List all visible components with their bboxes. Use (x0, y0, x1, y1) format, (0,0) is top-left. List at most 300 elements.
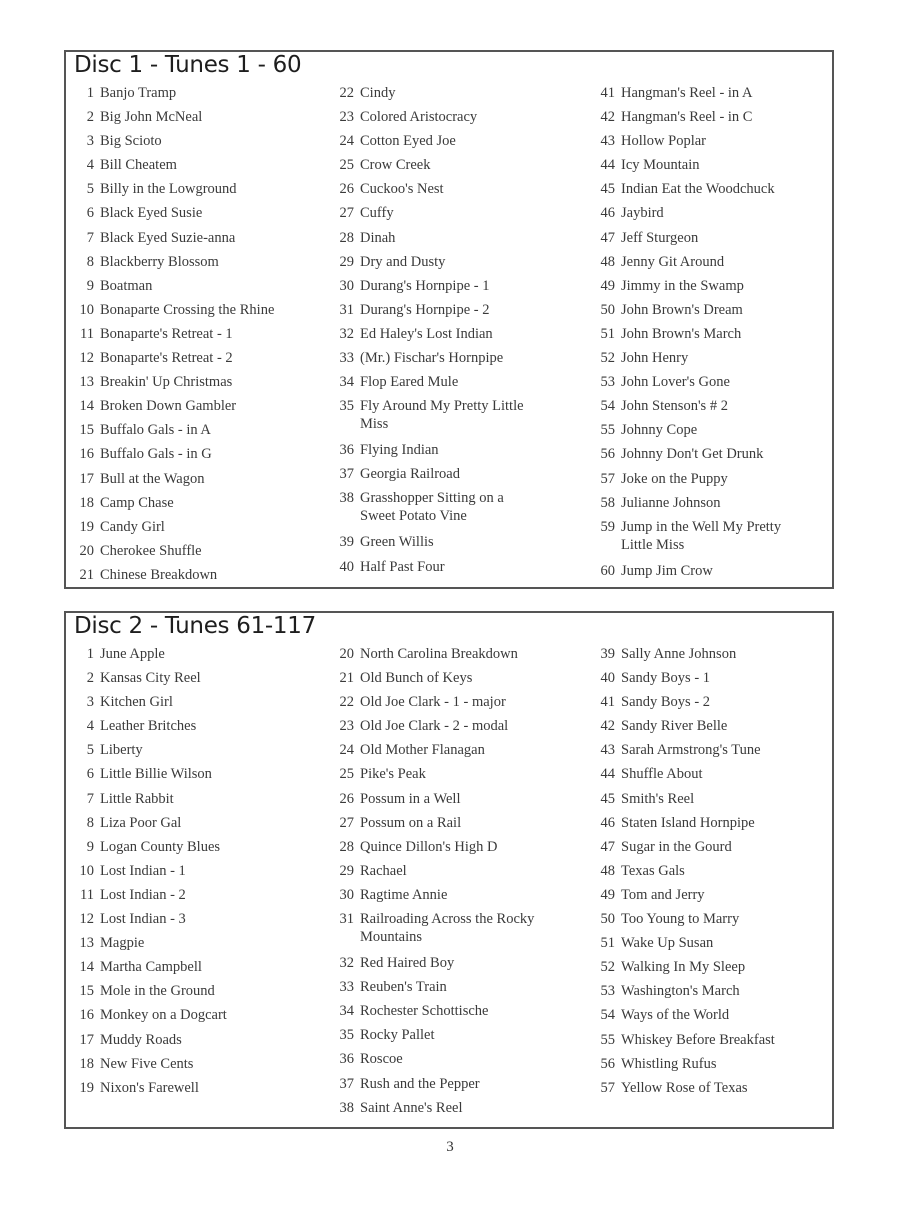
tune-number: 5 (86, 181, 94, 198)
tune-list-item (66, 253, 316, 277)
tune-list-item (66, 421, 316, 445)
tune-list-item (326, 717, 576, 741)
tune-list-item (587, 562, 837, 586)
disc-1-title: Disc 1 - Tunes 1 - 60 (74, 52, 302, 78)
tune-list-item (66, 862, 316, 886)
tune-name: Lost Indian - 1 (100, 862, 186, 879)
tune-number: 29 (339, 253, 354, 270)
tune-list-item (326, 910, 576, 954)
tune-number: 48 (600, 862, 615, 879)
tune-name: Staten Island Hornpipe (621, 814, 755, 831)
tune-list-item (326, 886, 576, 910)
tune-number: 26 (339, 181, 354, 198)
tune-number: 37 (339, 466, 354, 483)
tune-number: 15 (79, 983, 94, 1000)
tune-name: John Stenson's # 2 (621, 398, 728, 415)
tune-name: Blackberry Blossom (100, 253, 219, 270)
tune-list-item (326, 814, 576, 838)
tune-number: 3 (86, 133, 94, 150)
tune-number: 11 (80, 886, 94, 903)
tune-list-item (587, 132, 837, 156)
tune-name: Dry and Dusty (360, 253, 446, 270)
tune-number: 20 (79, 542, 94, 559)
tune-name: Saint Anne's Reel (360, 1099, 463, 1116)
tune-number: 17 (79, 470, 94, 487)
tune-name: Chinese Breakdown (100, 566, 218, 583)
disc-1-column-3 (587, 84, 837, 586)
tune-number: 21 (79, 566, 94, 583)
tune-number: 2 (86, 670, 94, 687)
tune-name: New Five Cents (100, 1055, 194, 1072)
tune-name: Joke on the Puppy (621, 470, 728, 487)
tune-list-item (66, 156, 316, 180)
tune-number: 9 (86, 277, 94, 294)
tune-number: 4 (86, 157, 94, 174)
tune-list-item (66, 180, 316, 204)
tune-list-item (587, 325, 837, 349)
tune-list-item (326, 1026, 576, 1050)
tune-list-item (66, 494, 316, 518)
tune-list-item (66, 277, 316, 301)
tune-name: Old Mother Flanagan (360, 742, 485, 759)
tune-list-item (587, 349, 837, 373)
tune-number: 30 (339, 277, 354, 294)
tune-number: 18 (79, 494, 94, 511)
tune-list-item (326, 1002, 576, 1026)
tune-list-item (587, 108, 837, 132)
tune-list-item (66, 1079, 316, 1103)
tune-name: Jaybird (621, 205, 664, 222)
tune-list-item (326, 277, 576, 301)
tune-name: Julianne Johnson (621, 494, 721, 511)
tune-list-item (587, 693, 837, 717)
tune-name: Indian Eat the Woodchuck (621, 181, 775, 198)
tune-number: 40 (600, 670, 615, 687)
tune-name: Flying Indian (360, 442, 439, 459)
tune-name: (Mr.) Fischar's Hornpipe (360, 350, 504, 367)
tune-list-item (587, 397, 837, 421)
tune-name: Wake Up Susan (621, 935, 714, 952)
tune-number: 39 (600, 646, 615, 662)
tune-list-item (587, 1006, 837, 1030)
tune-name: Candy Girl (100, 518, 165, 535)
tune-name: Jimmy in the Swamp (621, 277, 744, 294)
tune-list-item (587, 494, 837, 518)
tune-number: 11 (80, 325, 94, 342)
tune-name: Flop Eared Mule (360, 374, 459, 391)
tune-number: 25 (339, 766, 354, 783)
tune-name: Buffalo Gals - in G (100, 446, 212, 463)
tune-number: 28 (339, 229, 354, 246)
tune-number: 3 (86, 694, 94, 711)
disc-1-tune-list (64, 50, 834, 589)
tune-name: John Henry (621, 350, 689, 367)
tune-number: 1 (86, 85, 94, 101)
tune-list-item (587, 156, 837, 180)
tune-number: 45 (600, 790, 615, 807)
tune-name: Rush and the Pepper (360, 1075, 480, 1092)
tune-number: 29 (339, 862, 354, 879)
tune-list-item (587, 669, 837, 693)
tune-number: 50 (600, 301, 615, 318)
tune-list-item (587, 84, 837, 108)
tune-list-item (326, 558, 576, 582)
tune-list-item (66, 814, 316, 838)
tune-list-item (66, 717, 316, 741)
tune-list-item (326, 108, 576, 132)
tune-name: Nixon's Farewell (100, 1079, 199, 1096)
tune-name: Hangman's Reel - in C (621, 109, 753, 126)
tune-list-item (326, 373, 576, 397)
tune-number: 56 (600, 1055, 615, 1072)
tune-name: Ways of the World (621, 1007, 730, 1024)
tune-list-item (66, 886, 316, 910)
tune-number: 31 (339, 911, 354, 928)
tune-name: Breakin' Up Christmas (100, 374, 233, 391)
tune-number: 38 (339, 490, 354, 507)
tune-list-item (326, 1075, 576, 1099)
tune-list-item (66, 838, 316, 862)
tune-list-item (66, 397, 316, 421)
tune-list-item (66, 1055, 316, 1079)
tune-name: Little Billie Wilson (100, 766, 212, 783)
tune-name: Broken Down Gambler (100, 398, 237, 415)
tune-number: 17 (79, 1031, 94, 1048)
tune-number: 42 (600, 109, 615, 126)
tune-list-item (66, 470, 316, 494)
tune-number: 48 (600, 253, 615, 270)
tune-list-item (326, 84, 576, 108)
tune-number: 55 (600, 1031, 615, 1048)
tune-number: 22 (339, 85, 354, 101)
tune-name: Pike's Peak (360, 766, 426, 783)
tune-list-item (587, 470, 837, 494)
tune-name: Logan County Blues (100, 838, 221, 855)
tune-list-item (326, 229, 576, 253)
tune-name: John Brown's March (621, 325, 742, 342)
tune-name: Cotton Eyed Joe (360, 133, 456, 150)
tune-list-item (587, 910, 837, 934)
tune-number: 16 (79, 1007, 94, 1024)
tune-list-item (326, 204, 576, 228)
tune-list-item (66, 1006, 316, 1030)
tune-number: 19 (79, 518, 94, 535)
tune-number: 53 (600, 983, 615, 1000)
tune-number: 32 (339, 955, 354, 972)
tune-number: 25 (339, 157, 354, 174)
tune-name: Half Past Four (360, 558, 445, 575)
tune-list-item (587, 373, 837, 397)
tune-name: Shuffle About (621, 766, 703, 783)
tune-list-item (587, 445, 837, 469)
tune-list-item (587, 180, 837, 204)
tune-number: 37 (339, 1075, 354, 1092)
tune-list-item (587, 518, 837, 562)
tune-list-item (66, 669, 316, 693)
tune-number: 26 (339, 790, 354, 807)
tune-list-item (587, 253, 837, 277)
tune-number: 7 (86, 229, 94, 246)
tune-name: Johnny Cope (621, 422, 698, 439)
disc-2-column-3 (587, 645, 837, 1103)
tune-number: 53 (600, 374, 615, 391)
tune-name: Green Willis (360, 534, 434, 551)
tune-name: Lost Indian - 3 (100, 911, 186, 928)
tune-name: Lost Indian - 2 (100, 886, 186, 903)
tune-number: 49 (600, 886, 615, 903)
tune-number: 44 (600, 157, 615, 174)
tune-name: Too Young to Marry (621, 911, 740, 928)
tune-name: Sandy Boys - 1 (621, 670, 711, 687)
tune-number: 5 (86, 742, 94, 759)
tune-name: Railroading Across the Rocky Mountains (360, 911, 535, 946)
tune-list-item (587, 790, 837, 814)
tune-number: 6 (86, 205, 94, 222)
tune-number: 55 (600, 422, 615, 439)
tune-list-item (66, 693, 316, 717)
tune-name: Ragtime Annie (360, 886, 448, 903)
tune-name: Yellow Rose of Texas (621, 1079, 748, 1096)
tune-name: Bonaparte's Retreat - 1 (100, 325, 233, 342)
tune-number: 46 (600, 814, 615, 831)
tune-name: Georgia Railroad (360, 466, 460, 483)
tune-list-item (66, 349, 316, 373)
tune-number: 21 (339, 670, 354, 687)
tune-number: 10 (79, 862, 94, 879)
tune-name: Magpie (100, 935, 145, 952)
tune-list-item (66, 84, 316, 108)
tune-number: 45 (600, 181, 615, 198)
tune-name: Whistling Rufus (621, 1055, 717, 1072)
tune-name: Jenny Git Around (621, 253, 725, 270)
tune-name: Leather Britches (100, 718, 197, 735)
tune-number: 12 (79, 350, 94, 367)
tune-name: Martha Campbell (100, 959, 202, 976)
tune-name: Jump in the Well My Pretty Little Miss (621, 518, 782, 553)
tune-list-item (326, 132, 576, 156)
tune-list-item (66, 958, 316, 982)
tune-list-item (66, 204, 316, 228)
tune-number: 27 (339, 814, 354, 831)
tune-name: Cuffy (360, 205, 394, 222)
tune-name: Sandy Boys - 2 (621, 694, 711, 711)
tune-number: 57 (600, 470, 615, 487)
tune-list-item (66, 132, 316, 156)
tune-number: 7 (86, 790, 94, 807)
tune-name: Liza Poor Gal (100, 814, 182, 831)
tune-list-item (66, 765, 316, 789)
tune-list-item (587, 1079, 837, 1103)
tune-name: Rocky Pallet (360, 1027, 435, 1044)
tune-list-item (326, 441, 576, 465)
tune-list-item (66, 229, 316, 253)
tune-name: Colored Aristocracy (360, 109, 478, 126)
tune-list-item (587, 645, 837, 669)
tune-name: Sugar in the Gourd (621, 838, 732, 855)
tune-name: Buffalo Gals - in A (100, 422, 211, 439)
disc-2-tune-list (64, 611, 834, 1129)
tune-number: 52 (600, 959, 615, 976)
tune-number: 1 (86, 646, 94, 662)
tune-number: 41 (600, 85, 615, 101)
tune-number: 13 (79, 374, 94, 391)
tune-list-item (587, 741, 837, 765)
tune-number: 59 (600, 518, 615, 535)
tune-list-item (66, 566, 316, 590)
tune-number: 52 (600, 350, 615, 367)
tune-name: Grasshopper Sitting on a Sweet Potato Vine (360, 490, 504, 525)
tune-number: 51 (600, 325, 615, 342)
tune-list-item (587, 717, 837, 741)
tune-name: Billy in the Lowground (100, 181, 237, 198)
tune-list-item (587, 1031, 837, 1055)
tune-name: Jump Jim Crow (621, 562, 713, 579)
tune-list-item (587, 301, 837, 325)
tune-name: Bonaparte Crossing the Rhine (100, 301, 275, 318)
tune-number: 50 (600, 911, 615, 928)
tune-name: Fly Around My Pretty Little Miss (360, 398, 524, 433)
tune-name: Liberty (100, 742, 143, 759)
tune-list-item (587, 204, 837, 228)
tune-name: Muddy Roads (100, 1031, 182, 1048)
tune-name: Cuckoo's Nest (360, 181, 444, 198)
tune-list-item (326, 1050, 576, 1074)
tune-name: Rochester Schottische (360, 1003, 489, 1020)
tune-list-item (326, 645, 576, 669)
tune-number: 38 (339, 1099, 354, 1116)
tune-number: 54 (600, 398, 615, 415)
tune-list-item (587, 838, 837, 862)
tune-list-item (587, 934, 837, 958)
tune-list-item (66, 325, 316, 349)
tune-name: Old Bunch of Keys (360, 670, 473, 687)
tune-name: Dinah (360, 229, 396, 246)
tune-list-item (66, 542, 316, 566)
tune-number: 56 (600, 446, 615, 463)
tune-list-item (326, 465, 576, 489)
tune-number: 2 (86, 109, 94, 126)
tune-number: 42 (600, 718, 615, 735)
tune-name: Whiskey Before Breakfast (621, 1031, 775, 1048)
tune-number: 34 (339, 1003, 354, 1020)
tune-list-item (66, 982, 316, 1006)
disc-1-column-2 (326, 84, 576, 582)
tune-name: Bill Cheatem (100, 157, 177, 174)
tune-list-item (66, 645, 316, 669)
tune-list-item (326, 397, 576, 441)
tune-number: 47 (600, 838, 615, 855)
tune-list-item (326, 838, 576, 862)
tune-number: 33 (339, 979, 354, 996)
tune-list-item (66, 934, 316, 958)
tune-number: 23 (339, 109, 354, 126)
tune-list-item (326, 693, 576, 717)
tune-list-item (66, 108, 316, 132)
tune-list-item (326, 156, 576, 180)
tune-list-item (587, 958, 837, 982)
tune-name: Big John McNeal (100, 109, 203, 126)
tune-number: 12 (79, 911, 94, 928)
tune-number: 49 (600, 277, 615, 294)
tune-name: Black Eyed Suzie-anna (100, 229, 236, 246)
tune-number: 36 (339, 442, 354, 459)
tune-number: 30 (339, 886, 354, 903)
tune-name: Hollow Poplar (621, 133, 706, 150)
tune-name: John Brown's Dream (621, 301, 743, 318)
page-number: 3 (446, 1139, 454, 1155)
tune-number: 31 (339, 301, 354, 318)
tune-list-item (587, 277, 837, 301)
tune-number: 39 (339, 534, 354, 551)
tune-name: Old Joe Clark - 1 - major (360, 694, 506, 711)
tune-list-item (326, 349, 576, 373)
tune-list-item (66, 910, 316, 934)
tune-list-item (326, 1099, 576, 1123)
tune-name: Washington's March (621, 983, 740, 1000)
tune-name: June Apple (100, 646, 165, 662)
tune-number: 18 (79, 1055, 94, 1072)
tune-number: 28 (339, 838, 354, 855)
tune-number: 16 (79, 446, 94, 463)
tune-number: 10 (79, 301, 94, 318)
tune-number: 57 (600, 1079, 615, 1096)
tune-list-item (66, 301, 316, 325)
tune-number: 14 (79, 959, 94, 976)
disc-2-column-2 (326, 645, 576, 1123)
tune-list-item (326, 325, 576, 349)
tune-name: Mole in the Ground (100, 983, 215, 1000)
tune-number: 4 (86, 718, 94, 735)
tune-number: 14 (79, 398, 94, 415)
tune-name: Cindy (360, 85, 396, 101)
tune-name: Bull at the Wagon (100, 470, 205, 487)
tune-list-item (587, 229, 837, 253)
tune-number: 32 (339, 325, 354, 342)
tune-name: North Carolina Breakdown (360, 646, 518, 662)
tune-number: 6 (86, 766, 94, 783)
tune-name: Smith's Reel (621, 790, 695, 807)
tune-list-item (587, 862, 837, 886)
tune-name: Durang's Hornpipe - 2 (360, 301, 490, 318)
tune-number: 58 (600, 494, 615, 511)
tune-list-item (587, 765, 837, 789)
tune-number: 23 (339, 718, 354, 735)
disc-2-title: Disc 2 - Tunes 61-117 (74, 613, 316, 639)
tune-number: 27 (339, 205, 354, 222)
tune-list-item (326, 489, 576, 533)
tune-list-item (326, 765, 576, 789)
tune-name: Rachael (360, 862, 407, 879)
tune-name: Red Haired Boy (360, 955, 455, 972)
tune-number: 40 (339, 558, 354, 575)
tune-number: 22 (339, 694, 354, 711)
tune-number: 24 (339, 742, 354, 759)
tune-name: Johnny Don't Get Drunk (621, 446, 764, 463)
tune-number: 15 (79, 422, 94, 439)
tune-name: Sandy River Belle (621, 718, 728, 735)
tune-list-item (326, 978, 576, 1002)
tune-name: Camp Chase (100, 494, 174, 511)
tune-list-item (66, 445, 316, 469)
tune-list-item (326, 862, 576, 886)
tune-name: Banjo Tramp (100, 85, 177, 101)
tune-name: Walking In My Sleep (621, 959, 746, 976)
tune-name: Possum on a Rail (360, 814, 462, 831)
tune-name: Ed Haley's Lost Indian (360, 325, 493, 342)
disc-1-column-1 (66, 84, 316, 590)
tune-name: Cherokee Shuffle (100, 542, 202, 559)
tune-number: 35 (339, 398, 354, 415)
